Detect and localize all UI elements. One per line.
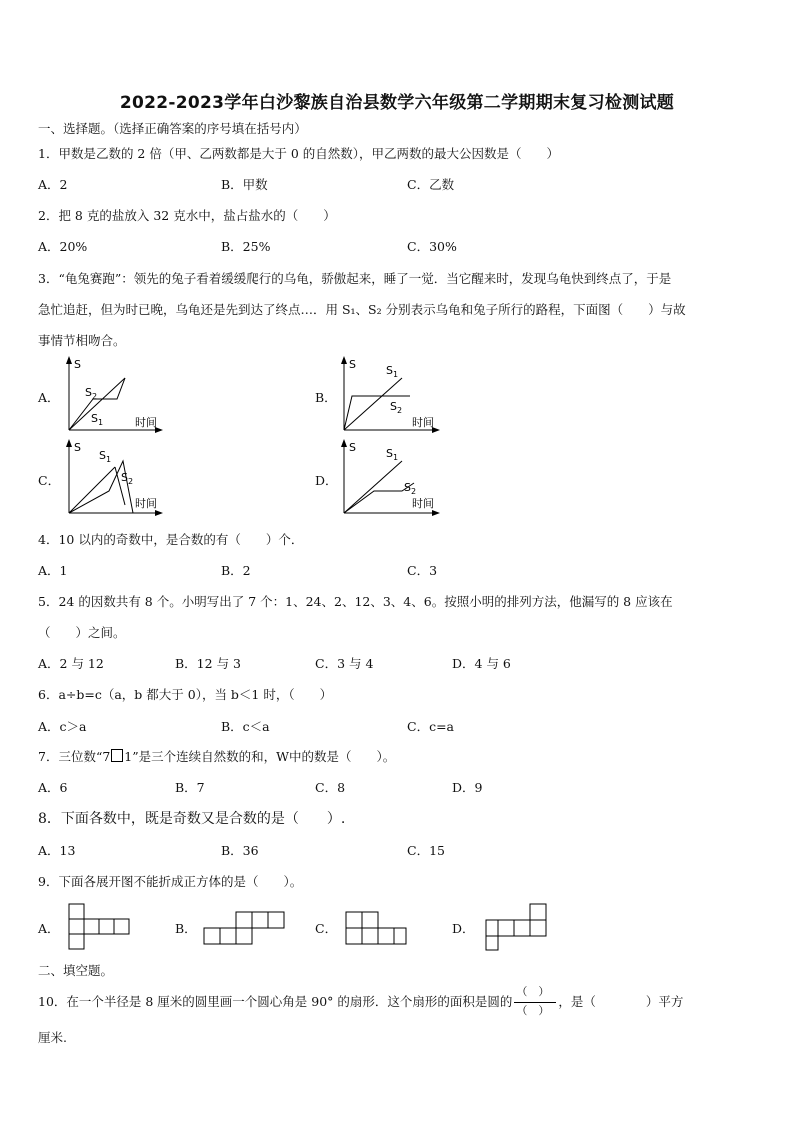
- svg-text:S1: [99, 449, 111, 464]
- q8-option-c: C．15: [407, 843, 445, 858]
- q3-graph-a-s2: S: [85, 386, 92, 399]
- q3-graph-a-time: 时间: [135, 416, 157, 429]
- svg-text:S2: [85, 386, 97, 401]
- q10-fraction: [512, 985, 558, 1017]
- q3-graph-c-s2: S: [121, 471, 128, 484]
- q3-graph-d: [332, 437, 447, 519]
- q9-net-d: [482, 900, 557, 955]
- q2-option-c: C．30%: [407, 239, 457, 254]
- q6-option-a: A．c＞a: [38, 719, 87, 734]
- question-8: 8．下面各数中，既是奇数又是合数的是（ ）.: [38, 811, 346, 827]
- q10-fraction-denominator: （ ）: [516, 1004, 550, 1017]
- q9-net-a: [65, 900, 135, 955]
- q3-graph-a-s: S: [74, 358, 81, 371]
- q10-text-post: ，是（ ）平方: [558, 994, 684, 1009]
- svg-text:S2: [404, 481, 416, 496]
- q7-option-a: A．6: [38, 780, 68, 795]
- q9-option-a-label: A．: [38, 921, 60, 936]
- q10-text-pre: 10．在一个半径是 8 厘米的圆里画一个圆心角是 90° 的扇形．这个扇形的面积是圆的: [38, 994, 513, 1009]
- q3-graph-d-s2: S: [404, 481, 411, 494]
- q9-option-b-label: B．: [175, 921, 197, 936]
- q3-option-b-label: B．: [315, 390, 337, 405]
- q9-net-c: [342, 910, 412, 950]
- q5-option-c: C．3 与 4: [315, 656, 374, 671]
- q10-fraction-numerator: （ ）: [516, 985, 550, 998]
- q9-option-d-label: D．: [452, 921, 475, 936]
- q3-graph-c-s1-sub: 1: [105, 455, 112, 464]
- question-6: 6．a÷b=c（a，b 都大于 0），当 b＜1 时，（ ）: [38, 687, 333, 702]
- q5-option-d: D．4 与 6: [452, 656, 511, 671]
- q1-option-c: C．乙数: [407, 177, 455, 192]
- question-3-line-3: 事情节相吻合。: [38, 333, 126, 348]
- q3-graph-c-s1: S: [99, 449, 106, 462]
- q3-graph-b-s2-sub: 2: [396, 406, 403, 415]
- q5-option-a: A．2 与 12: [38, 656, 104, 671]
- q7-option-c: C．8: [315, 780, 346, 795]
- q8-option-b: B．36: [221, 843, 259, 858]
- q5-option-b: B．12 与 3: [175, 656, 241, 671]
- question-9: 9．下面各展开图不能折成正方体的是（ ）。: [38, 874, 303, 889]
- q3-graph-d-s: S: [349, 441, 356, 454]
- q2-option-a: A．20%: [38, 239, 88, 254]
- q6-option-c: C．c=a: [407, 719, 454, 734]
- svg-text:S1: [91, 412, 103, 427]
- q3-graph-b: [332, 354, 447, 436]
- question-4: 4．10 以内的奇数中，是合数的有（ ）个．: [38, 532, 304, 547]
- question-7: [38, 749, 395, 765]
- question-5-line-1: 5．24 的因数共有 8 个。小明写出了 7 个：1、24、2、12、3、4、6。按照小明的排列方法，他漏写的 8 应该在: [38, 594, 673, 609]
- section-1-heading: 一、选择题。（选择正确答案的序号填在括号内）: [38, 121, 307, 136]
- q3-option-d-label: D．: [315, 473, 338, 488]
- q7-option-b: B．7: [175, 780, 205, 795]
- q3-graph-a: [55, 354, 170, 436]
- q8-option-a: A．13: [38, 843, 76, 858]
- q4-option-b: B．2: [221, 563, 251, 578]
- q6-option-b: B．c＜a: [221, 719, 270, 734]
- q3-graph-b-s1: S: [386, 364, 393, 377]
- question-5-line-2: （ ）之间。: [38, 625, 126, 640]
- q3-graph-a-s2-sub: 2: [91, 392, 98, 401]
- svg-text:S1: [386, 447, 398, 462]
- question-1: 1．甲数是乙数的 2 倍（甲、乙两数都是大于 0 的自然数），甲乙两数的最大公因数是（ ）: [38, 146, 560, 161]
- q1-option-a: A．2: [38, 177, 68, 192]
- q3-graph-b-time: 时间: [412, 416, 434, 429]
- question-3-line-2: 急忙追赶，但为时已晚，乌龟还是先到达了终点…．用 S₁、S₂ 分别表示乌龟和兔子所行的路程，下面图（ ）与故: [38, 302, 686, 317]
- q3-graph-b-s1-sub: 1: [392, 370, 399, 379]
- q3-graph-d-s2-sub: 2: [410, 487, 417, 496]
- q4-option-c: C．3: [407, 563, 438, 578]
- page-title: 2022-2023学年白沙黎族自治县数学六年级第二学期期末复习检测试题: [119, 93, 675, 113]
- q9-option-c-label: C．: [315, 921, 338, 936]
- question-3-line-1: 3．“龟兔赛跑”：领先的兔子看着缓缓爬行的乌龟，骄傲起来，睡了一觉．当它醒来时，发现乌龟快到终点了，于是: [38, 271, 672, 286]
- svg-text:S2: [390, 400, 402, 415]
- q7-stem-post: 1”是三个连续自然数的和，W中的数是（ ）。: [124, 749, 396, 764]
- q3-graph-c: [55, 437, 170, 519]
- q9-net-b: [200, 910, 290, 950]
- q3-option-a-label: A．: [38, 390, 60, 405]
- question-10: [38, 985, 684, 1017]
- q3-graph-d-s1: S: [386, 447, 393, 460]
- q3-option-c-label: C．: [38, 473, 61, 488]
- q1-option-b: B．甲数: [221, 177, 268, 192]
- svg-text:S2: [121, 471, 133, 486]
- q3-graph-c-s2-sub: 2: [127, 477, 134, 486]
- q4-option-a: A．1: [38, 563, 68, 578]
- q7-blank-box: [111, 749, 123, 762]
- question-10-line-2: 厘米.: [38, 1030, 67, 1045]
- q3-graph-a-s1-sub: 1: [97, 418, 104, 427]
- svg-text:S1: [386, 364, 398, 379]
- section-2-heading: 二、填空题。: [38, 963, 114, 978]
- q3-graph-a-s1: S: [91, 412, 98, 425]
- q7-stem-pre: 7．三位数“7: [38, 749, 111, 764]
- q3-graph-b-s: S: [349, 358, 356, 371]
- q7-option-d: D．9: [452, 780, 483, 795]
- q3-graph-d-time: 时间: [412, 497, 434, 510]
- q3-graph-b-s2: S: [390, 400, 397, 413]
- q2-option-b: B．25%: [221, 239, 271, 254]
- question-2: 2．把 8 克的盐放入 32 克水中，盐占盐水的（ ）: [38, 208, 336, 223]
- q3-graph-d-s1-sub: 1: [392, 453, 399, 462]
- q3-graph-c-time: 时间: [135, 497, 157, 510]
- q3-graph-c-s: S: [74, 441, 81, 454]
